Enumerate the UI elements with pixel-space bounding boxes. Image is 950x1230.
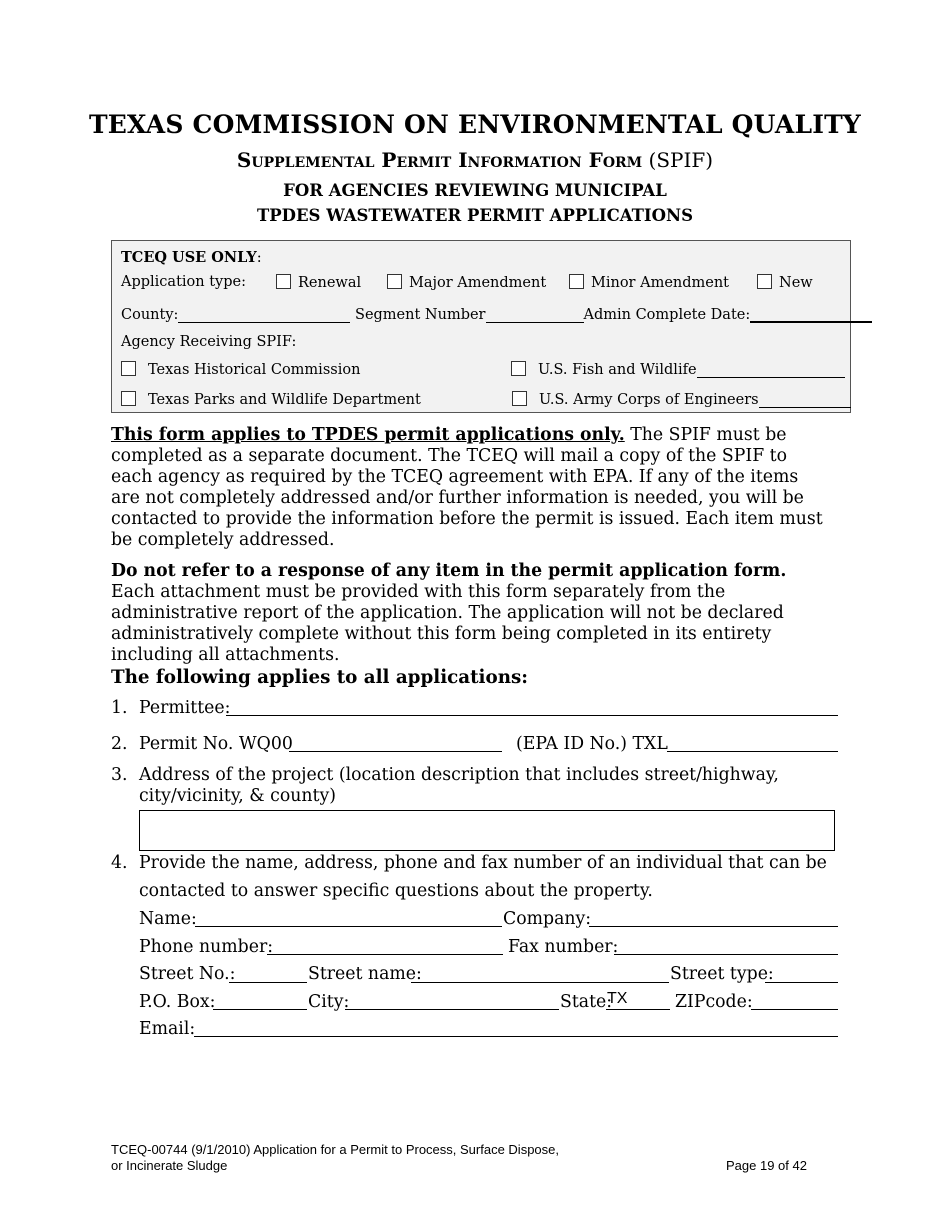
address-label-2: city/vicinity, & county) [139,786,336,806]
city-label: City: [308,992,350,1012]
checkbox[interactable] [121,361,136,376]
street-no-field[interactable] [229,982,307,983]
state-field[interactable] [606,1009,670,1010]
contact-label-2: contacted to answer specific questions about the property. [139,881,653,901]
contact-label-1: Provide the name, address, phone and fax number of an individual that can be [139,853,827,873]
page-number: Page 19 of 42 [726,1158,807,1173]
item-4-number: 4. [111,853,128,873]
phone-label: Phone number: [139,937,274,957]
po-box-field[interactable] [213,1009,307,1010]
army-corps-field[interactable] [759,393,851,408]
intro-text-2: Each attachment must be provided with this form separately from the administrative report of the application. The application will not be declared administratively complete without this form being completed in its entirety including all attachments. [111,582,784,665]
agency-army-corps[interactable]: U.S. Army Corps of Engineers [512,391,851,408]
fax-field[interactable] [614,954,838,955]
fax-label: Fax number: [508,937,619,957]
intro-paragraph-2 [111,561,831,666]
epa-id-field[interactable] [667,751,838,752]
street-type-label: Street type: [670,964,774,984]
agency-fish-wildlife[interactable]: U.S. Fish and Wildlife [511,361,845,378]
subtitle-line-4: TPDES WASTEWATER PERMIT APPLICATIONS [256,206,693,225]
form-abbr: (SPIF) [648,148,714,172]
email-label: Email: [139,1019,196,1039]
zip-label: ZIPcode: [675,992,753,1012]
application-type-row [121,274,850,290]
company-label: Company: [503,909,592,929]
agency-texas-parks[interactable]: Texas Parks and Wildlife Department [121,392,421,408]
phone-field[interactable] [267,954,503,955]
item-3-number: 3. [111,765,128,785]
permit-no-field[interactable] [289,751,502,752]
use-only-heading-row [121,249,850,266]
name-field[interactable] [195,926,502,927]
zip-field[interactable] [751,1009,838,1010]
admin-complete-field[interactable] [750,307,872,323]
item-2-number: 2. [111,734,128,754]
permittee-field[interactable] [226,715,838,716]
company-field[interactable] [589,926,838,927]
email-field[interactable] [194,1036,838,1037]
county-row [121,307,850,323]
application-type-label: Application type: [121,274,246,290]
option-major-amendment[interactable]: Major Amendment [387,274,546,291]
option-renewal[interactable]: Renewal [276,274,361,291]
fish-wildlife-field[interactable] [697,363,845,378]
address-label-1: Address of the project (location description that includes street/highway, [139,765,779,785]
agency-row-1 [121,361,850,378]
form-subtitle [0,148,950,172]
epa-id-label: (EPA ID No.) TXL [516,734,668,754]
item-1-number: 1. [111,698,128,718]
use-only-heading: TCEQ USE ONLY [121,249,257,266]
option-minor-amendment[interactable]: Minor Amendment [569,274,729,291]
form-name: Supplemental Permit Information Form [236,148,643,172]
page-title: TEXAS COMMISSION ON ENVIRONMENTAL QUALITY [89,110,861,139]
intro-bold-2: Do not refer to a response of any item in the permit application form. [111,561,787,581]
street-type-field[interactable] [765,982,838,983]
tceq-use-only-box [111,240,851,413]
permittee-label: Permittee: [139,698,231,718]
intro-paragraph-1 [111,425,831,551]
agency-row-2 [121,391,850,408]
checkbox[interactable] [512,391,527,406]
intro-bold-1: This form applies to TPDES permit applications only. [111,425,625,445]
checkbox[interactable] [387,274,402,289]
intro-text-1: The SPIF must be completed as a separate document. The TCEQ will mail a copy of the SPIF to each agency as required by the TCEQ agreement with EPA. If any of the items are not completely addressed and/or further information is needed, you will be contacted to provide the information before the permit is issued. Each item must be completely addressed. [111,425,823,550]
checkbox[interactable] [757,274,772,289]
city-field[interactable] [345,1009,559,1010]
county-label: County: [121,307,179,323]
segment-field[interactable] [486,308,584,323]
street-name-field[interactable] [411,982,669,983]
admin-complete-label: Admin Complete Date: [583,307,751,323]
checkbox[interactable] [511,361,526,376]
footer-form-line-2: or Incinerate Sludge [111,1158,228,1173]
use-only-colon: : [256,250,262,266]
checkbox[interactable] [121,391,136,406]
checkbox[interactable] [276,274,291,289]
agency-label: Agency Receiving SPIF: [121,334,297,350]
street-no-label: Street No.: [139,964,236,984]
state-label: State: [560,992,613,1012]
section-heading: The following applies to all applications: [111,667,529,688]
state-value[interactable]: TX [607,990,628,1007]
subtitle-line-3: FOR AGENCIES REVIEWING MUNICIPAL [283,181,667,200]
street-name-label: Street name: [308,964,422,984]
segment-label: Segment Number [355,307,486,323]
po-box-label: P.O. Box: [139,992,216,1012]
option-new[interactable]: New [757,274,813,291]
footer-form-line-1: TCEQ-00744 (9/1/2010) Application for a Permit to Process, Surface Dispose, [111,1142,559,1157]
agency-texas-historical[interactable]: Texas Historical Commission [121,362,360,378]
permit-no-label: Permit No. WQ00 [139,734,293,754]
checkbox[interactable] [569,274,584,289]
county-field[interactable] [178,308,350,323]
name-label: Name: [139,909,197,929]
address-input[interactable] [139,810,835,851]
